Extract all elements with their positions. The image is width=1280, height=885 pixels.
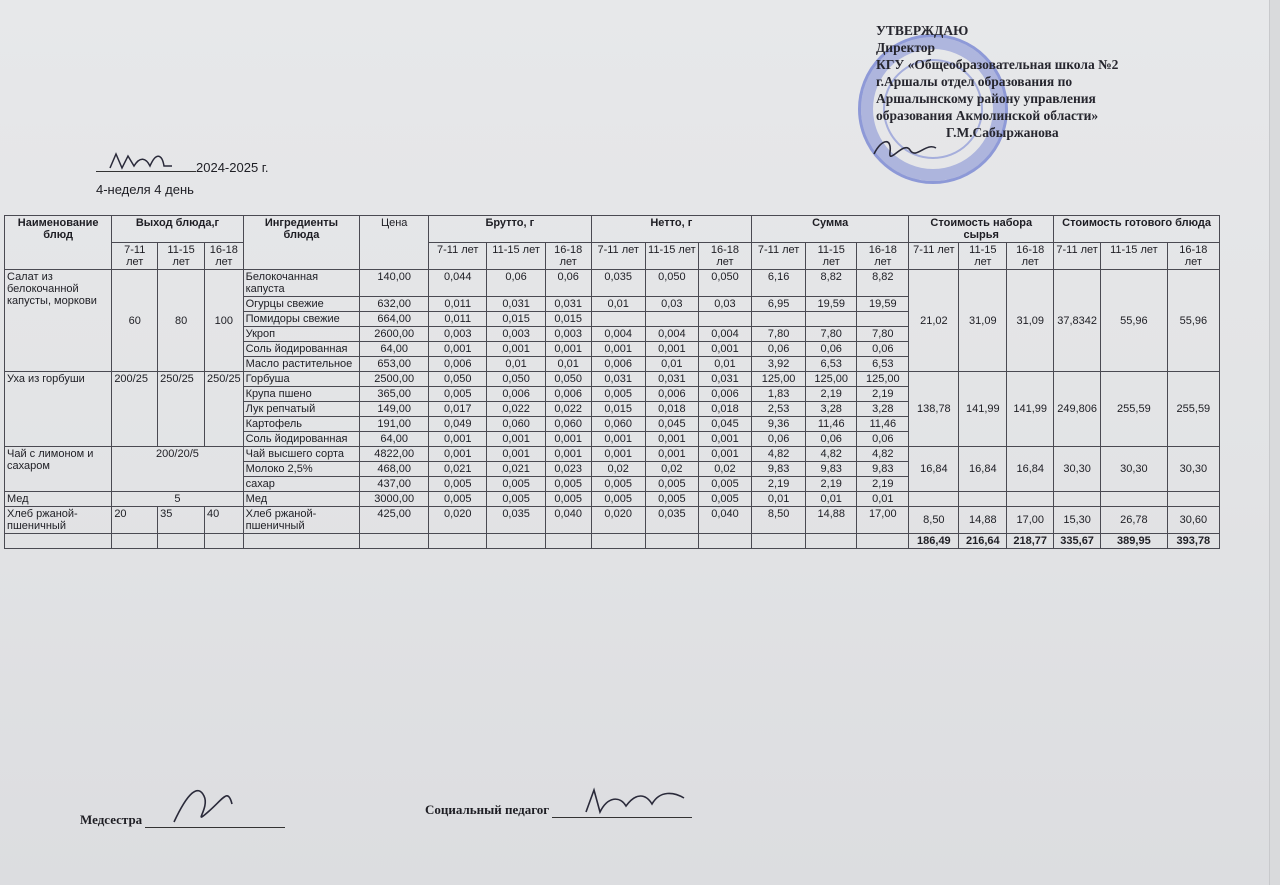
ingredient-sum: 3,28 <box>806 402 857 417</box>
empty-cell <box>205 534 244 549</box>
col-dish: Наименование блюд <box>5 216 112 270</box>
ingredient-net <box>645 312 698 327</box>
ingredient-net: 0,004 <box>698 327 751 342</box>
raw-cost: 138,78 <box>909 372 959 447</box>
ingredient-gross: 0,005 <box>545 477 591 492</box>
ingredient-gross: 0,005 <box>487 492 545 507</box>
total-raw-cost: 216,64 <box>959 534 1007 549</box>
ingredient-gross: 0,005 <box>487 477 545 492</box>
ingredient-sum: 0,01 <box>752 492 806 507</box>
ingredient-name: Соль йодированная <box>243 432 360 447</box>
ingredient-gross: 0,060 <box>545 417 591 432</box>
empty-cell <box>1054 492 1101 507</box>
social-signature <box>580 782 690 822</box>
ingredient-net: 0,005 <box>698 477 751 492</box>
empty-cell <box>545 534 591 549</box>
approve-line: Аршалынскому району управления <box>876 91 1096 106</box>
ingredient-sum <box>752 312 806 327</box>
ingredient-sum: 0,06 <box>806 342 857 357</box>
ingredient-gross: 0,001 <box>429 432 487 447</box>
ingredient-sum: 2,19 <box>857 477 909 492</box>
ingredient-sum <box>806 312 857 327</box>
ready-cost: 255,59 <box>1101 372 1168 447</box>
empty-cell <box>1101 492 1168 507</box>
ingredient-net: 0,01 <box>591 297 645 312</box>
ingredient-name: Молоко 2,5% <box>243 462 360 477</box>
ingredient-net: 0,018 <box>645 402 698 417</box>
col-yield: Выход блюда,г <box>112 216 243 243</box>
approve-line: УТВЕРЖДАЮ <box>876 23 969 38</box>
ingredient-price: 191,00 <box>360 417 429 432</box>
ingredient-sum <box>857 312 909 327</box>
ingredient-net: 0,005 <box>591 492 645 507</box>
ingredient-net: 0,045 <box>645 417 698 432</box>
ingredient-sum: 8,82 <box>857 270 909 297</box>
ingredient-sum: 0,06 <box>752 432 806 447</box>
ingredient-net: 0,050 <box>645 270 698 297</box>
age-group-header: 16-18 лет <box>698 243 751 270</box>
ingredient-net: 0,001 <box>698 447 751 462</box>
ingredient-net: 0,045 <box>698 417 751 432</box>
col-gross: Брутто, г <box>429 216 592 243</box>
ingredient-sum: 17,00 <box>857 507 909 534</box>
ingredient-gross: 0,050 <box>545 372 591 387</box>
age-group-header: 16-18 лет <box>545 243 591 270</box>
ingredient-sum: 0,01 <box>806 492 857 507</box>
ingredient-price: 664,00 <box>360 312 429 327</box>
dish-yield: 20 <box>112 507 158 534</box>
empty-cell <box>158 534 205 549</box>
ingredient-sum: 4,82 <box>857 447 909 462</box>
dish-name: Уха из горбуши <box>5 372 112 447</box>
ingredient-name: Огурцы свежие <box>243 297 360 312</box>
ingredient-gross: 0,017 <box>429 402 487 417</box>
raw-cost: 31,09 <box>959 270 1007 372</box>
dish-yield: 250/25 <box>205 372 244 447</box>
ingredient-sum: 3,92 <box>752 357 806 372</box>
ready-cost: 255,59 <box>1167 372 1219 447</box>
empty-cell <box>5 534 112 549</box>
ingredient-gross: 0,01 <box>487 357 545 372</box>
age-group-header: 7-11 лет <box>1054 243 1101 270</box>
ingredient-gross: 0,06 <box>487 270 545 297</box>
ingredient-sum: 6,53 <box>806 357 857 372</box>
approve-line: КГУ «Общеобразовательная школа №2 <box>876 57 1119 72</box>
ingredient-net: 0,005 <box>698 492 751 507</box>
dish-yield: 200/25 <box>112 372 158 447</box>
ingredient-net: 0,006 <box>698 387 751 402</box>
ingredient-net: 0,02 <box>645 462 698 477</box>
ready-cost: 30,30 <box>1167 447 1219 492</box>
ingredient-net: 0,02 <box>591 462 645 477</box>
ingredient-net: 0,001 <box>591 342 645 357</box>
age-group-header: 16-18 лет <box>1167 243 1219 270</box>
dish-name: Мед <box>5 492 112 507</box>
ingredient-name: Укроп <box>243 327 360 342</box>
ingredient-name: Хлеб ржаной-пшеничный <box>243 507 360 534</box>
col-net: Нетто, г <box>591 216 751 243</box>
ready-cost: 30,30 <box>1054 447 1101 492</box>
ingredient-net: 0,031 <box>645 372 698 387</box>
ingredient-sum: 6,53 <box>857 357 909 372</box>
raw-cost: 16,84 <box>909 447 959 492</box>
col-ingredients: Ингредиенты блюда <box>243 216 360 270</box>
ingredient-gross: 0,001 <box>487 342 545 357</box>
ingredient-net: 0,005 <box>645 492 698 507</box>
total-ready-cost: 389,95 <box>1101 534 1168 549</box>
ingredient-name: Соль йодированная <box>243 342 360 357</box>
ingredient-sum: 2,19 <box>857 387 909 402</box>
ingredient-net: 0,01 <box>645 357 698 372</box>
approve-line: Директор <box>876 40 936 55</box>
ingredient-gross: 0,011 <box>429 297 487 312</box>
ingredient-net: 0,040 <box>698 507 751 534</box>
ingredient-gross: 0,003 <box>487 327 545 342</box>
ingredient-sum: 6,95 <box>752 297 806 312</box>
ingredient-gross: 0,022 <box>545 402 591 417</box>
ingredient-sum: 4,82 <box>752 447 806 462</box>
col-sum: Сумма <box>752 216 909 243</box>
ingredient-price: 468,00 <box>360 462 429 477</box>
age-group-header: 16-18 лет <box>1007 243 1054 270</box>
ingredient-price: 64,00 <box>360 342 429 357</box>
ingredient-net: 0,035 <box>645 507 698 534</box>
age-group-header: 7-11 лет <box>429 243 487 270</box>
ingredient-net: 0,006 <box>591 357 645 372</box>
age-group-header: 7-11 лет <box>591 243 645 270</box>
ingredient-sum: 0,06 <box>752 342 806 357</box>
ingredient-name: Помидоры свежие <box>243 312 360 327</box>
ingredient-net: 0,005 <box>645 477 698 492</box>
ingredient-net: 0,001 <box>698 432 751 447</box>
raw-cost: 8,50 <box>909 507 959 534</box>
raw-cost: 17,00 <box>1007 507 1054 534</box>
ingredient-net: 0,02 <box>698 462 751 477</box>
ingredient-net <box>698 312 751 327</box>
ingredient-net: 0,001 <box>698 342 751 357</box>
ingredient-sum: 6,16 <box>752 270 806 297</box>
ingredient-name: Масло растительное <box>243 357 360 372</box>
ingredient-sum: 9,83 <box>752 462 806 477</box>
table-row <box>5 270 1220 297</box>
ingredient-gross: 0,031 <box>545 297 591 312</box>
ready-cost: 30,30 <box>1101 447 1168 492</box>
ingredient-gross: 0,001 <box>487 432 545 447</box>
ingredient-sum: 0,06 <box>857 342 909 357</box>
total-ready-cost: 335,67 <box>1054 534 1101 549</box>
ingredient-gross: 0,040 <box>545 507 591 534</box>
ingredient-sum: 9,36 <box>752 417 806 432</box>
ingredient-sum: 7,80 <box>806 327 857 342</box>
empty-cell <box>806 534 857 549</box>
ready-cost: 55,96 <box>1167 270 1219 372</box>
ingredient-sum: 11,46 <box>806 417 857 432</box>
ingredient-name: сахар <box>243 477 360 492</box>
dish-name: Салат из белокочанной капусты, моркови <box>5 270 112 372</box>
ingredient-net: 0,001 <box>591 447 645 462</box>
age-group-header: 7-11 лет <box>909 243 959 270</box>
ingredient-name: Горбуша <box>243 372 360 387</box>
dish-yield: 200/20/5 <box>112 447 243 492</box>
ingredient-sum: 14,88 <box>806 507 857 534</box>
ready-cost: 26,78 <box>1101 507 1168 534</box>
ingredient-sum: 0,06 <box>806 432 857 447</box>
ingredient-gross: 0,005 <box>429 477 487 492</box>
ingredient-price: 437,00 <box>360 477 429 492</box>
ingredient-gross: 0,001 <box>429 342 487 357</box>
ingredient-sum: 1,83 <box>752 387 806 402</box>
totals-row <box>5 534 1220 549</box>
menu-cost-table <box>4 215 1220 549</box>
age-group-header: 11-15 лет <box>487 243 545 270</box>
dish-name: Хлеб ржаной-пшеничный <box>5 507 112 534</box>
ingredient-gross: 0,003 <box>545 327 591 342</box>
ingredient-gross: 0,031 <box>487 297 545 312</box>
col-ready-cost: Стоимость готового блюда <box>1054 216 1220 243</box>
ingredient-net: 0,031 <box>591 372 645 387</box>
ingredient-sum: 0,01 <box>857 492 909 507</box>
dish-yield: 5 <box>112 492 243 507</box>
ingredient-gross: 0,011 <box>429 312 487 327</box>
table-row <box>5 492 1220 507</box>
empty-cell <box>909 492 959 507</box>
ingredient-price: 3000,00 <box>360 492 429 507</box>
ingredient-gross: 0,050 <box>487 372 545 387</box>
total-raw-cost: 186,49 <box>909 534 959 549</box>
ingredient-price: 425,00 <box>360 507 429 534</box>
ingredient-sum: 125,00 <box>857 372 909 387</box>
ingredient-gross: 0,015 <box>545 312 591 327</box>
ready-cost: 37,8342 <box>1054 270 1101 372</box>
ingredient-sum: 8,82 <box>806 270 857 297</box>
ingredient-sum: 9,83 <box>857 462 909 477</box>
ingredient-gross: 0,035 <box>487 507 545 534</box>
ingredient-gross: 0,005 <box>429 387 487 402</box>
ingredient-gross: 0,049 <box>429 417 487 432</box>
ingredient-net: 0,060 <box>591 417 645 432</box>
empty-cell <box>698 534 751 549</box>
week-day: 4-неделя 4 день <box>96 182 194 197</box>
ingredient-gross: 0,023 <box>545 462 591 477</box>
ingredient-net: 0,001 <box>645 447 698 462</box>
ingredient-net: 0,020 <box>591 507 645 534</box>
ingredient-gross: 0,022 <box>487 402 545 417</box>
ingredient-name: Картофель <box>243 417 360 432</box>
raw-cost: 21,02 <box>909 270 959 372</box>
ingredient-sum: 8,50 <box>752 507 806 534</box>
ingredient-price: 64,00 <box>360 432 429 447</box>
ingredient-sum: 4,82 <box>806 447 857 462</box>
ingredient-sum: 9,83 <box>806 462 857 477</box>
ready-cost: 30,60 <box>1167 507 1219 534</box>
ingredient-gross: 0,006 <box>487 387 545 402</box>
ingredient-price: 4822,00 <box>360 447 429 462</box>
ingredient-gross: 0,06 <box>545 270 591 297</box>
raw-cost: 141,99 <box>959 372 1007 447</box>
ingredient-sum: 7,80 <box>752 327 806 342</box>
raw-cost: 31,09 <box>1007 270 1054 372</box>
ingredient-net: 0,005 <box>591 387 645 402</box>
ingredient-net: 0,031 <box>698 372 751 387</box>
ingredient-net: 0,001 <box>645 432 698 447</box>
approval-block <box>876 22 1176 141</box>
ingredient-sum: 3,28 <box>857 402 909 417</box>
total-raw-cost: 218,77 <box>1007 534 1054 549</box>
ingredient-gross: 0,005 <box>429 492 487 507</box>
ingredient-net: 0,03 <box>698 297 751 312</box>
ingredient-name: Белокочанная капуста <box>243 270 360 297</box>
ingredient-sum: 19,59 <box>857 297 909 312</box>
ready-cost: 55,96 <box>1101 270 1168 372</box>
empty-cell <box>429 534 487 549</box>
ingredient-gross: 0,006 <box>429 357 487 372</box>
ingredient-net: 0,006 <box>645 387 698 402</box>
ready-cost: 15,30 <box>1054 507 1101 534</box>
ingredient-net: 0,005 <box>591 477 645 492</box>
ingredient-sum: 2,19 <box>806 477 857 492</box>
age-group-header: 16-18 лет <box>857 243 909 270</box>
dish-yield: 35 <box>158 507 205 534</box>
empty-cell <box>959 492 1007 507</box>
approve-line: образования Акмолинской области» <box>876 108 1099 123</box>
ingredient-gross: 0,020 <box>429 507 487 534</box>
empty-cell <box>243 534 360 549</box>
ingredient-sum: 7,80 <box>857 327 909 342</box>
ingredient-gross: 0,015 <box>487 312 545 327</box>
ingredient-net <box>591 312 645 327</box>
handwritten-date <box>106 148 186 174</box>
ingredient-name: Лук репчатый <box>243 402 360 417</box>
col-raw-cost: Стоимость набора сырья <box>909 216 1054 243</box>
ingredient-net: 0,001 <box>645 342 698 357</box>
ingredient-net: 0,03 <box>645 297 698 312</box>
approve-line: Г.М.Сабыржанова <box>946 125 1059 140</box>
ingredient-net: 0,018 <box>698 402 751 417</box>
dish-yield: 40 <box>205 507 244 534</box>
ingredient-sum: 125,00 <box>806 372 857 387</box>
ingredient-sum: 11,46 <box>857 417 909 432</box>
ingredient-net: 0,01 <box>698 357 751 372</box>
nurse-label: Медсестра <box>80 812 143 827</box>
ingredient-sum: 125,00 <box>752 372 806 387</box>
ready-cost: 249,806 <box>1054 372 1101 447</box>
age-group-header: 11-15 лет <box>1101 243 1168 270</box>
ingredient-price: 2600,00 <box>360 327 429 342</box>
empty-cell <box>1007 492 1054 507</box>
raw-cost: 141,99 <box>1007 372 1054 447</box>
col-price: Цена <box>360 216 429 270</box>
ingredient-sum: 2,53 <box>752 402 806 417</box>
ingredient-gross: 0,001 <box>545 432 591 447</box>
ingredient-gross: 0,060 <box>487 417 545 432</box>
total-ready-cost: 393,78 <box>1167 534 1219 549</box>
empty-cell <box>645 534 698 549</box>
dish-name: Чай с лимоном и сахаром <box>5 447 112 492</box>
age-group-header: 11-15 лет <box>806 243 857 270</box>
nurse-signature <box>168 782 238 828</box>
ingredient-gross: 0,001 <box>429 447 487 462</box>
school-year: 2024-2025 г. <box>196 160 269 175</box>
dish-yield: 60 <box>112 270 158 372</box>
empty-cell <box>112 534 158 549</box>
ingredient-name: Чай высшего сорта <box>243 447 360 462</box>
ingredient-net: 0,015 <box>591 402 645 417</box>
ingredient-price: 365,00 <box>360 387 429 402</box>
empty-cell <box>857 534 909 549</box>
ingredient-gross: 0,001 <box>545 342 591 357</box>
age-group-header: 11-15 лет <box>645 243 698 270</box>
empty-cell <box>1167 492 1219 507</box>
empty-cell <box>752 534 806 549</box>
raw-cost: 16,84 <box>1007 447 1054 492</box>
empty-cell <box>591 534 645 549</box>
ingredient-net: 0,001 <box>591 432 645 447</box>
ingredient-gross: 0,005 <box>545 492 591 507</box>
ingredient-gross: 0,001 <box>487 447 545 462</box>
ingredient-net: 0,050 <box>698 270 751 297</box>
raw-cost: 14,88 <box>959 507 1007 534</box>
ingredient-gross: 0,021 <box>429 462 487 477</box>
date-line <box>96 160 269 175</box>
ingredient-sum: 2,19 <box>806 387 857 402</box>
ingredient-sum: 0,06 <box>857 432 909 447</box>
approve-line: г.Аршалы отдел образования по <box>876 74 1073 89</box>
age-group-header: 11-15 лет <box>158 243 205 270</box>
ingredient-gross: 0,021 <box>487 462 545 477</box>
dish-yield: 250/25 <box>158 372 205 447</box>
age-group-header: 7-11 лет <box>112 243 158 270</box>
age-group-header: 11-15 лет <box>959 243 1007 270</box>
table-row <box>5 447 1220 462</box>
age-group-header: 7-11 лет <box>752 243 806 270</box>
ingredient-price: 140,00 <box>360 270 429 297</box>
ingredient-price: 632,00 <box>360 297 429 312</box>
ingredient-sum: 2,19 <box>752 477 806 492</box>
empty-cell <box>487 534 545 549</box>
ingredient-price: 2500,00 <box>360 372 429 387</box>
dish-yield: 100 <box>205 270 244 372</box>
ingredient-gross: 0,01 <box>545 357 591 372</box>
empty-cell <box>360 534 429 549</box>
ingredient-sum: 19,59 <box>806 297 857 312</box>
director-signature <box>870 134 940 164</box>
ingredient-gross: 0,003 <box>429 327 487 342</box>
dish-yield: 80 <box>158 270 205 372</box>
ingredient-net: 0,004 <box>591 327 645 342</box>
ingredient-gross: 0,001 <box>545 447 591 462</box>
ingredient-price: 653,00 <box>360 357 429 372</box>
ingredient-gross: 0,050 <box>429 372 487 387</box>
social-label: Социальный педагог <box>425 802 550 817</box>
age-group-header: 16-18 лет <box>205 243 244 270</box>
ingredient-net: 0,035 <box>591 270 645 297</box>
ingredient-name: Мед <box>243 492 360 507</box>
ingredient-gross: 0,044 <box>429 270 487 297</box>
table-row <box>5 507 1220 534</box>
table-row <box>5 372 1220 387</box>
ingredient-gross: 0,006 <box>545 387 591 402</box>
ingredient-price: 149,00 <box>360 402 429 417</box>
raw-cost: 16,84 <box>959 447 1007 492</box>
ingredient-name: Крупа пшено <box>243 387 360 402</box>
ingredient-net: 0,004 <box>645 327 698 342</box>
